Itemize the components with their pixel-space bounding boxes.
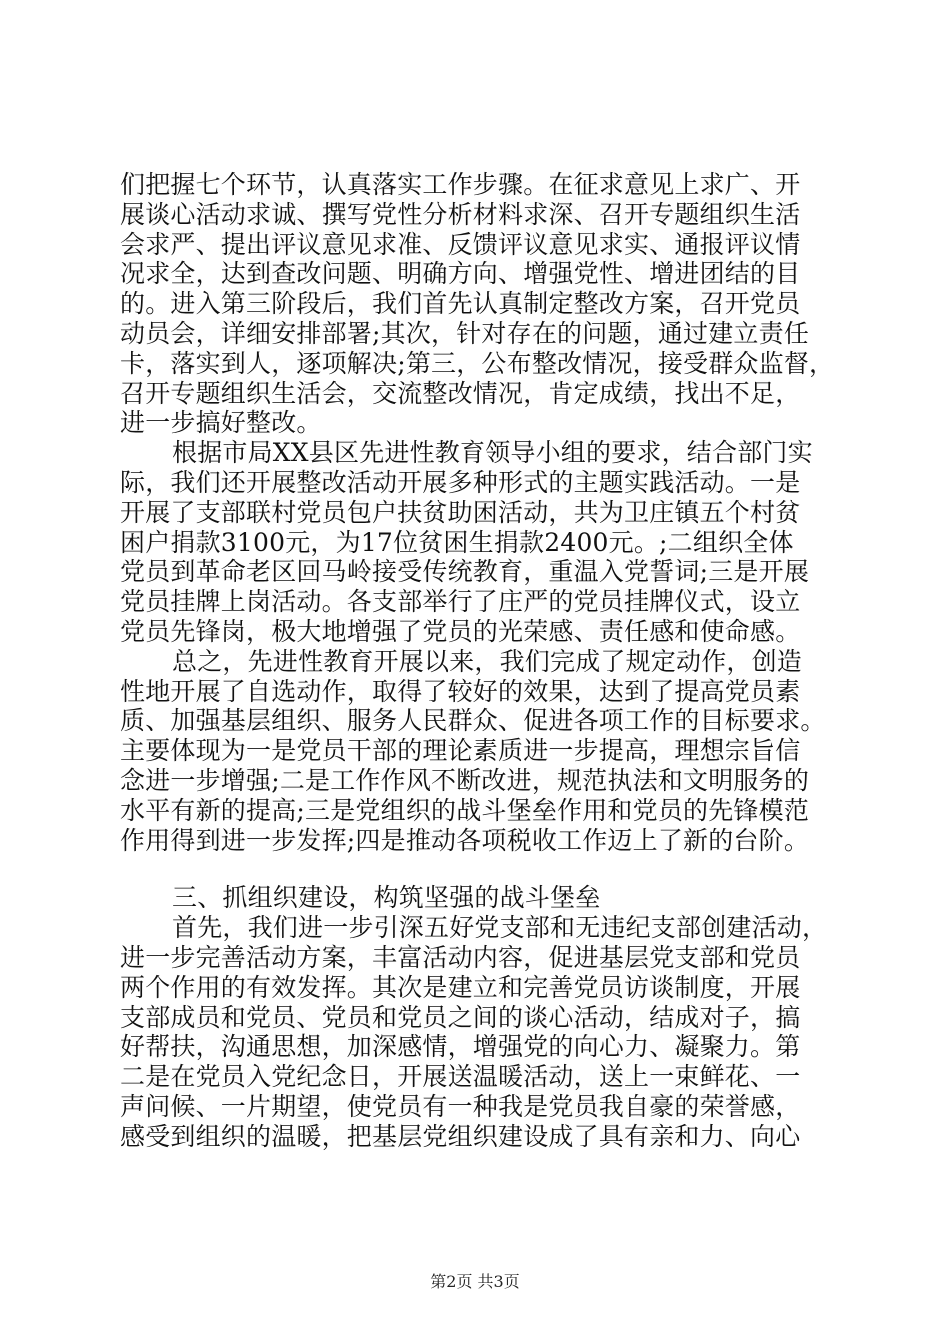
text-line: 会求严、提出评议意见求准、反馈评议意见求实、通报评议情	[120, 229, 801, 259]
page-footer: 第2页 共3页	[430, 1272, 520, 1291]
text-line: 进一步搞好整改。	[120, 408, 322, 438]
text-line: 召开专题组织生活会，交流整改情况，肯定成绩，找出不足，	[120, 378, 801, 408]
text-line: 作用得到进一步发挥;四是推动各项税收工作迈上了新的台阶。	[120, 825, 810, 855]
text-line: 展谈心活动求诚、撰写党性分析材料求深、召开专题组织生活	[120, 199, 801, 229]
text-line: 际，我们还开展整改活动开展多种形式的主题实践活动。一是	[120, 467, 801, 497]
text-line: 三、抓组织建设，构筑坚强的战斗堡垒	[172, 883, 601, 913]
text-line: 动员会，详细安排部署;其次，针对存在的问题，通过建立责任	[120, 318, 810, 348]
text-line: 困户捐款3100元，为17位贫困生捐款2400元。;二组织全体	[120, 527, 794, 557]
section-heading	[120, 883, 832, 913]
text-line: 卡，落实到人，逐项解决;第三，公布整改情况，接受群众监督，	[120, 348, 835, 378]
text-line: 的。进入第三阶段后，我们首先认真制定整改方案，召开党员	[120, 289, 801, 319]
text-line: 水平有新的提高;三是党组织的战斗堡垒作用和党员的先锋模范	[120, 795, 810, 825]
text-line: 好帮扶，沟通思想，加深感情，增强党的向心力、凝聚力。第	[120, 1032, 801, 1062]
paragraph	[120, 647, 832, 856]
text-line: 党员先锋岗，极大地增强了党员的光荣感、责任感和使命感。	[120, 616, 801, 646]
text-line: 首先，我们进一步引深五好党支部和无违纪支部创建活动，	[172, 913, 828, 943]
text-line: 两个作用的有效发挥。其次是建立和完善党员访谈制度，开展	[120, 972, 801, 1002]
text-line: 主要体现为一是党员干部的理论素质进一步提高，理想宗旨信	[120, 736, 801, 766]
document-body	[120, 170, 835, 1152]
text-line: 念进一步增强;二是工作作风不断改进，规范执法和文明服务的	[120, 765, 810, 795]
text-line: 开展了支部联村党员包户扶贫助困活动，共为卫庄镇五个村贫	[120, 497, 801, 527]
text-line: 性地开展了自选动作，取得了较好的效果，达到了提高党员素	[120, 676, 801, 706]
paragraph	[120, 170, 835, 438]
text-line: 进一步完善活动方案，丰富活动内容，促进基层党支部和党员	[120, 942, 801, 972]
text-line: 党员到革命老区回马岭接受传统教育，重温入党誓词;三是开展	[120, 557, 810, 587]
text-line: 根据市局XX县区先进性教育领导小组的要求，结合部门实	[172, 438, 813, 468]
text-line: 支部成员和党员、党员和党员之间的谈心活动，结成对子，搞	[120, 1002, 801, 1032]
text-line: 感受到组织的温暖，把基层党组织建设成了具有亲和力、向心	[120, 1121, 801, 1151]
text-line: 党员挂牌上岗活动。各支部举行了庄严的党员挂牌仪式，设立	[120, 587, 801, 617]
paragraph	[120, 913, 832, 1151]
paragraph-gap	[120, 855, 832, 883]
text-line: 二是在党员入党纪念日，开展送温暖活动，送上一束鲜花、一	[120, 1062, 801, 1092]
text-line: 总之，先进性教育开展以来，我们完成了规定动作，创造	[172, 646, 803, 676]
text-line: 们把握七个环节，认真落实工作步骤。在征求意见上求广、开	[120, 170, 801, 199]
text-line: 声问候、一片期望，使党员有一种我是党员我自豪的荣誉感，	[120, 1091, 801, 1121]
text-line: 质、加强基层组织、服务人民群众、促进各项工作的目标要求。	[120, 706, 826, 736]
paragraph	[120, 438, 832, 647]
text-line: 况求全，达到查改问题、明确方向、增强党性、增进团结的目	[120, 259, 801, 289]
